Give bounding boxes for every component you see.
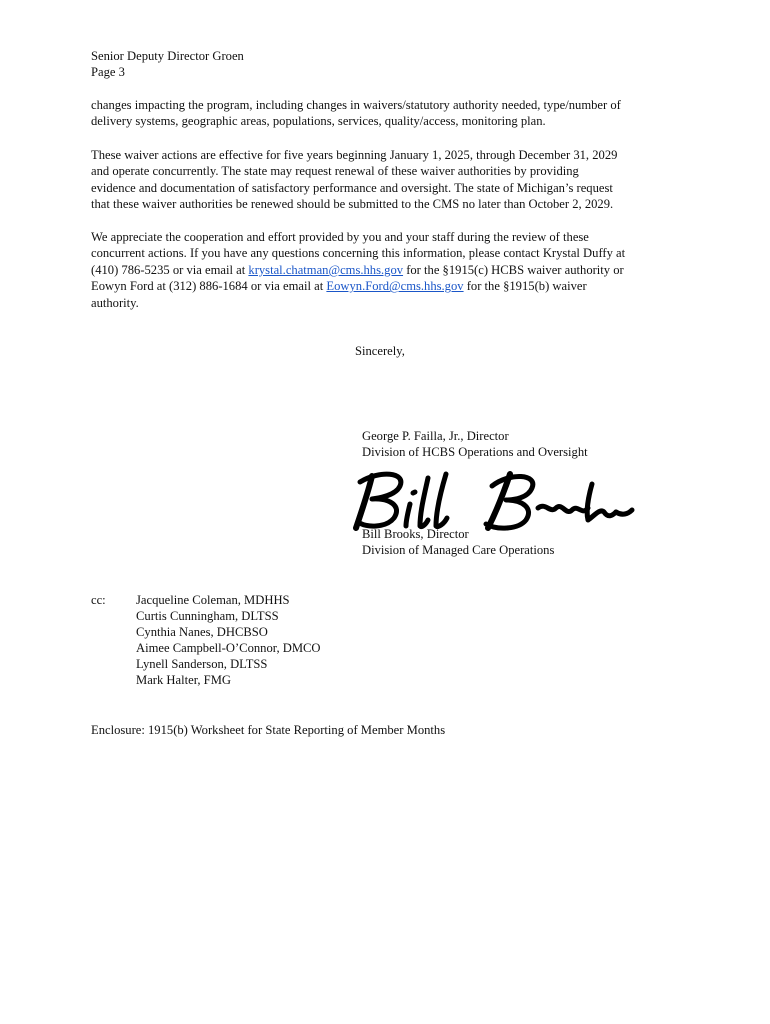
cc-recipient: Aimee Campbell-O’Connor, DMCO xyxy=(136,641,321,655)
paragraph-line: concurrent actions. If you have any questions concerning this information, please contact Krystal Duffy at xyxy=(91,246,626,261)
cc-recipient: Cynthia Nanes, DHCBSO xyxy=(136,625,268,639)
paragraph-contacts xyxy=(91,229,691,311)
paragraph-line: evidence and documentation of satisfactory performance and oversight. The state of Michigan’s request xyxy=(91,180,613,195)
signatory-2-name: Bill Brooks, Director xyxy=(362,527,469,541)
paragraph-line xyxy=(91,278,691,294)
signatory-1-name: George P. Failla, Jr., Director xyxy=(362,429,509,443)
cc-recipient: Curtis Cunningham, DLTSS xyxy=(136,609,279,623)
paragraph-line: These waiver actions are effective for five years beginning January 1, 2025, through December 31, 2029 xyxy=(91,148,618,162)
signatory-2-division: Division of Managed Care Operations xyxy=(362,543,555,557)
contact-text: Eowyn Ford at (312) 886-1684 or via email at xyxy=(91,279,327,294)
cc-recipient-list xyxy=(136,592,321,688)
paragraph-program-changes xyxy=(91,97,691,130)
email-link-krystal[interactable]: krystal.chatman@cms.hhs.gov xyxy=(248,262,404,277)
contact-text: for the §1915(b) waiver xyxy=(463,279,587,294)
paragraph-line xyxy=(91,262,691,278)
handwritten-signature xyxy=(350,468,635,534)
enclosure-note: Enclosure: 1915(b) Worksheet for State Reporting of Member Months xyxy=(91,723,446,737)
email-link-eowyn[interactable]: Eowyn.Ford@cms.hhs.gov xyxy=(326,279,464,294)
paragraph-line: changes impacting the program, including changes in waivers/statutory authority needed, type/number of xyxy=(91,98,621,112)
paragraph-line: and operate concurrently. The state may request renewal of these waiver authorities by providing xyxy=(91,164,579,179)
cc-recipient: Jacqueline Coleman, MDHHS xyxy=(136,593,290,607)
paragraph-line: that these waiver authorities be renewed should be submitted to the CMS no later than October 2, 2029. xyxy=(91,197,614,212)
header-page-number: Page 3 xyxy=(91,65,125,79)
closing-sincerely: Sincerely, xyxy=(355,344,405,358)
signatory-1-division: Division of HCBS Operations and Oversight xyxy=(362,445,588,459)
paragraph-line: delivery systems, geographic areas, populations, services, quality/access, monitoring plan. xyxy=(91,114,546,129)
cc-label: cc: xyxy=(91,593,106,607)
cc-recipient: Lynell Sanderson, DLTSS xyxy=(136,657,268,671)
cc-recipient: Mark Halter, FMG xyxy=(136,673,231,687)
contact-text: for the §1915(c) HCBS waiver authority or xyxy=(403,262,624,277)
paragraph-effective-dates xyxy=(91,147,691,213)
header-recipient: Senior Deputy Director Groen xyxy=(91,49,244,63)
paragraph-line: authority. xyxy=(91,295,139,310)
paragraph-line: We appreciate the cooperation and effort provided by you and your staff during the review of these xyxy=(91,230,589,244)
contact-text: (410) 786-5235 or via email at xyxy=(91,262,249,277)
